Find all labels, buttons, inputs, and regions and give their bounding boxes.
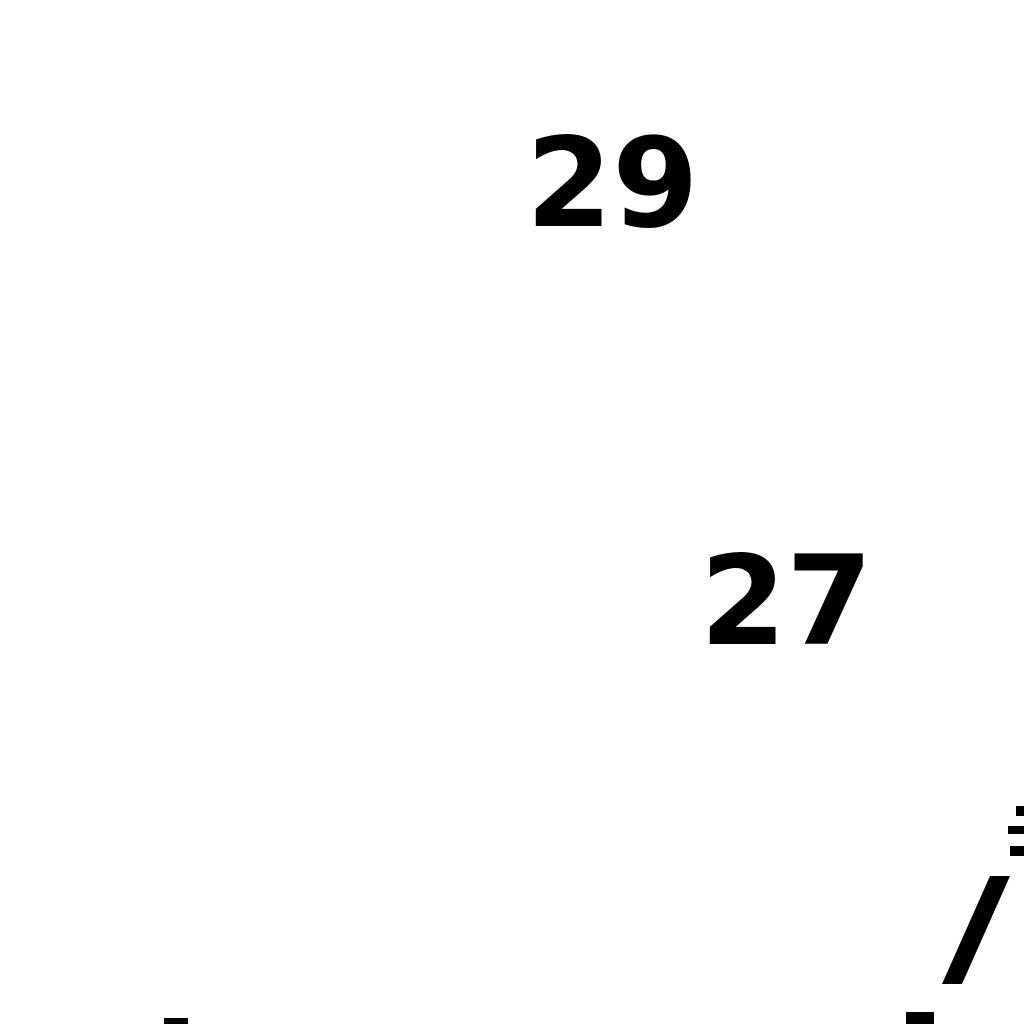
edge-fragment-mid — [1008, 826, 1024, 834]
bottom-fragment-left — [164, 1018, 188, 1024]
bottom-fragment-right — [906, 1012, 934, 1024]
number-label-27: 27 — [700, 530, 873, 674]
diagonal-stroke — [942, 876, 1010, 984]
edge-fragment-upper — [1016, 806, 1024, 816]
edge-fragment-lower — [1010, 846, 1024, 856]
number-label-29: 29 — [526, 112, 699, 256]
